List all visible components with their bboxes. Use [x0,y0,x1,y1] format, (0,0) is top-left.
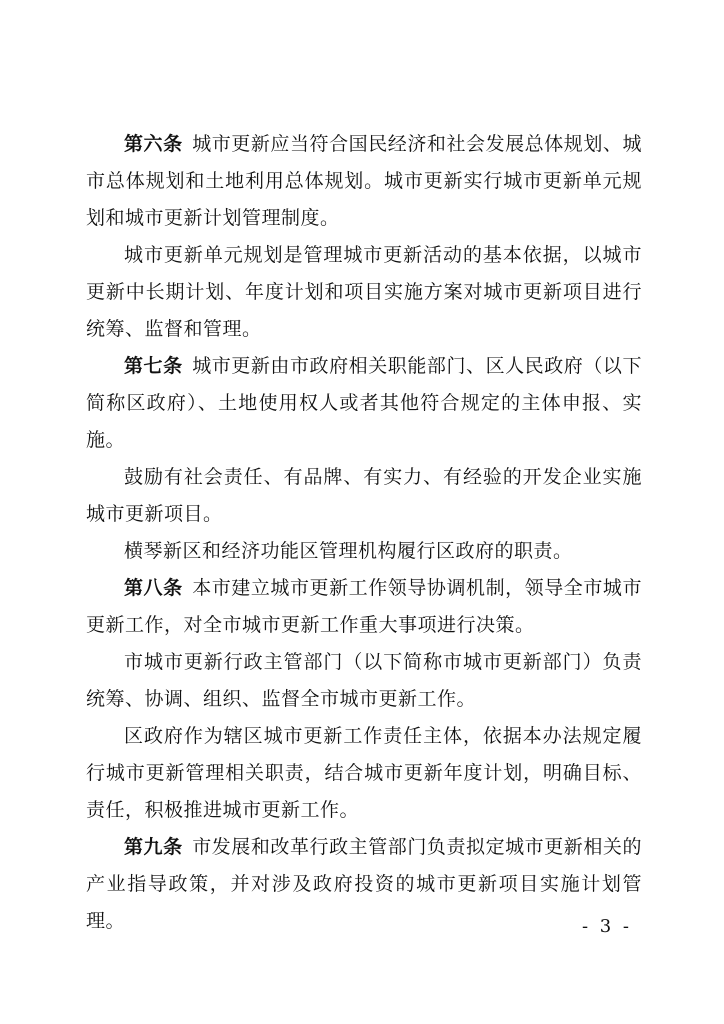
paragraph-article-7 [86,348,642,459]
article-heading: 第八条 [124,577,183,599]
paragraph-article-6 [86,126,642,237]
paragraph-text: 本市建立城市更新工作领导协调机制，领导全市城市更新工作，对全市城市更新工作重大事项进行决策。 [86,577,642,636]
paragraph-text: 鼓励有社会责任、有品牌、有实力、有经验的开发企业实施城市更新项目。 [86,466,642,525]
paragraph-article-9 [86,829,642,940]
paragraph-article-7-3 [86,533,642,570]
paragraph-article-7-2 [86,459,642,533]
paragraph-article-8-3 [86,718,642,829]
paragraph-text: 市城市更新行政主管部门（以下简称市城市更新部门）负责统筹、协调、组织、监督全市城市更新工作。 [86,651,642,710]
paragraph-text: 市发展和改革行政主管部门负责拟定城市更新相关的产业指导政策，并对涉及政府投资的城市更新项目实施计划管理。 [86,836,642,932]
paragraph-text: 城市更新应当符合国民经济和社会发展总体规划、城市总体规划和土地利用总体规划。城市更新实行城市更新单元规划和城市更新计划管理制度。 [86,133,642,229]
paragraph-text: 横琴新区和经济功能区管理机构履行区政府的职责。 [124,540,573,562]
paragraph-article-8-2 [86,644,642,718]
article-heading: 第七条 [124,355,183,377]
article-heading: 第六条 [124,133,183,155]
paragraph-article-8 [86,570,642,644]
document-body [86,126,642,940]
paragraph-article-6-2 [86,237,642,348]
article-heading: 第九条 [124,836,183,858]
page-number: - 3 - [581,916,632,937]
paragraph-text: 城市更新单元规划是管理城市更新活动的基本依据，以城市更新中长期计划、年度计划和项目实施方案对城市更新项目进行统筹、监督和管理。 [86,244,642,340]
paragraph-text: 城市更新由市政府相关职能部门、区人民政府（以下简称区政府）、土地使用权人或者其他符合规定的主体申报、实施。 [86,355,642,451]
paragraph-text: 区政府作为辖区城市更新工作责任主体，依据本办法规定履行城市更新管理相关职责，结合城市更新年度计划，明确目标、责任，积极推进城市更新工作。 [86,725,642,821]
